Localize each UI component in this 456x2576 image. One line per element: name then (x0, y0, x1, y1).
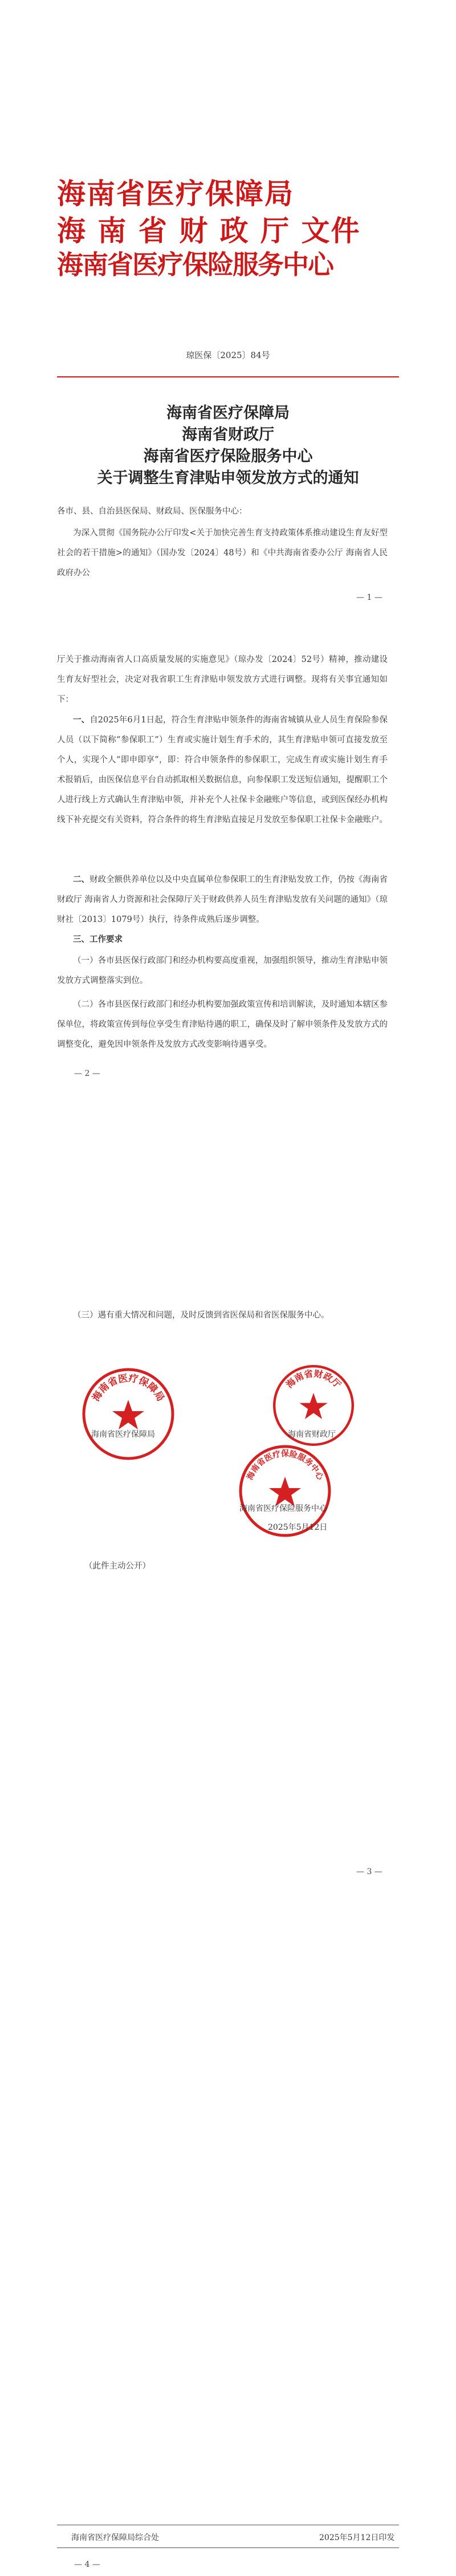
item-2-paragraph (57, 869, 388, 930)
intro-paragraph-part-1: 为深入贯彻《国务院办公厅印发<关于加快完善生育支持政策体系推动建设生育友好型社会的若干措施>的通知》（国办发〔2024〕48号）和《中共海南省委办公厅 海南省人民政府办公 (57, 529, 388, 578)
page-number-4: — 4 — (74, 2560, 100, 2569)
header-line-3: 海南省医疗保险服务中心 (57, 249, 333, 280)
item-3-heading: 三、工作要求 (73, 934, 123, 944)
svg-text:海南省医疗保险服务中心: 海南省医疗保险服务中心 (245, 1449, 325, 1482)
recipients: 各市、县、自治县医保局、财政局、医保服务中心： (57, 507, 247, 516)
item-1-paragraph (57, 710, 388, 830)
svg-text:海南省医疗保障局: 海南省医疗保障局 (90, 1372, 166, 1404)
public-note: （此件主动公开） (84, 1562, 150, 1571)
item-2-label: 二、 (73, 875, 90, 884)
footer-bottom-rule (57, 2547, 399, 2548)
red-divider (57, 376, 399, 377)
doc-number: 琼医保〔2025〕84号 (186, 350, 270, 360)
footer-print-date: 2025年5月12日印发 (319, 2533, 395, 2542)
title-line-4: 关于调整生育津贴申领发放方式的通知 (97, 469, 359, 487)
item-1-label: 一、 (73, 715, 90, 725)
signature-org-2: 海南省财政厅 (288, 1430, 336, 1439)
signature-org-3: 海南省医疗保险服务中心 (239, 1504, 327, 1513)
page-number-2: — 2 — (74, 1069, 100, 1078)
item-2-text: 财政全额供养单位以及中央直属单位参保职工的生育津贴发放工作，仍按《海南省财政厅 海南省人力资源和社会保障厅关于财政供养人员生育津贴发放有关问题的通知》（琼财社〔2013〕1079号）执行，待条件成熟后逐步调整。 (57, 875, 388, 924)
svg-text:海南省财政厅: 海南省财政厅 (283, 1368, 344, 1391)
seal-medical-security-bureau (80, 1366, 177, 1462)
item-1-text: 自2025年6月1日起，符合生育津贴申领条件的海南省城镇从业人员生育保险参保人员（以下简称“参保职工”）生育或实施计划生育手术的，其生育津贴申领可直接发放至个人，实现个人“即申即享”，即：符合申领条件的参保职工，完成生育或实施计划生育手术报销后，由医保信息平台自动抓取相关数据信息，向参保职工发送短信通知，提醒职工个人进行线上方式确认生育津贴申领，并补充个人社保卡金融账户等信息，或到医保经办机构线下补充提交有关资料，符合条件的将生育津贴直接足月发放至参保职工社保卡金融账户。 (57, 716, 388, 824)
intro-paragraph-part-2: 厅关于推动海南省人口高质量发展的实施意见》（琼办发〔2024〕52号）精神，推动建设生育友好型社会，决定对我省职工生育津贴申领发放方式进行调整。现将有关事宜通知如下： (57, 655, 388, 704)
title-line-3: 海南省医疗保险服务中心 (143, 448, 313, 465)
title-line-2: 海南省财政厅 (182, 426, 274, 444)
requirement-1: （一）各市县医保行政部门和经办机构要高度重视，加强组织领导，推动生育津贴申领发放方式调整落实到位。 (57, 956, 388, 985)
requirement-2: （二）各市县医保行政部门和经办机构要加强政策宣传和培训解读，及时通知本辖区参保单位，将政策宣传到每位享受生育津贴待遇的职工，确保及时了解申领条件及发放方式的调整变化，避免因申领条件及发放方式改变影响待遇享受。 (57, 1000, 388, 1049)
page-number-1: — 1 — (356, 593, 382, 602)
header-line-1: 海南省医疗保障局 (57, 177, 294, 210)
signature-org-1: 海南省医疗保障局 (91, 1430, 155, 1439)
title-line-1: 海南省医疗保障局 (166, 404, 290, 422)
signature-date: 2025年5月12日 (268, 1523, 328, 1532)
header-line-2: 海 南 省 财 政 厅 文件 (57, 214, 361, 247)
requirement-3: （三）遇有重大情况和问题，及时反馈到省医保局和省医保服务中心。 (73, 1311, 329, 1320)
footer-issuer: 海南省医疗保障局综合处 (71, 2533, 159, 2542)
page-number-3: — 3 — (356, 1867, 382, 1876)
